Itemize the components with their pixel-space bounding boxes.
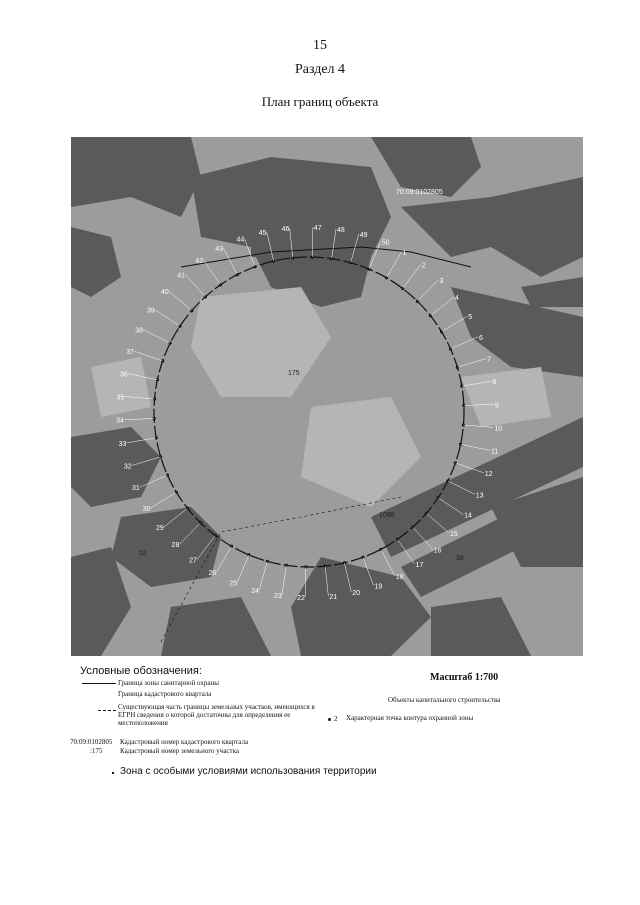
point-label-33: 33 xyxy=(118,440,127,448)
section-title: Раздел 4 xyxy=(294,62,346,77)
point-leader-23 xyxy=(282,565,286,595)
point-label-40: 40 xyxy=(160,289,169,297)
legend-existing-line xyxy=(98,710,116,711)
point-leader-40 xyxy=(169,291,192,311)
legend-quarter-text: Граница кадастрового квартала xyxy=(118,690,212,698)
point-label-29: 29 xyxy=(156,524,164,532)
point-leader-7 xyxy=(457,359,486,368)
point-leader-6 xyxy=(451,337,478,349)
point-label-13: 13 xyxy=(475,492,484,500)
point-leader-1 xyxy=(387,252,402,278)
point-label-49: 49 xyxy=(359,231,368,239)
legend-point-text: Характерная точка контура охранной зоны xyxy=(346,714,474,722)
point-label-12: 12 xyxy=(484,470,493,478)
point-label-23: 23 xyxy=(273,593,282,601)
legend-quarter-sample: 70:09:0102805 xyxy=(70,738,113,746)
boundary-point-24 xyxy=(266,560,269,563)
legend-sanitary-line xyxy=(82,683,116,684)
point-leader-43 xyxy=(223,248,237,275)
point-label-18: 18 xyxy=(395,573,404,581)
point-leader-3 xyxy=(417,280,438,301)
legend-point-dot xyxy=(328,718,331,721)
point-label-6: 6 xyxy=(479,334,483,342)
point-leader-38 xyxy=(143,330,170,343)
point-label-8: 8 xyxy=(492,379,497,387)
parcel-label-38: 38 xyxy=(456,555,464,562)
point-label-46: 46 xyxy=(281,226,290,234)
map-svg xyxy=(71,137,583,656)
point-leader-24 xyxy=(259,561,267,590)
legend-sanitary-text: Граница зоны санитарной охраны xyxy=(118,679,219,687)
point-label-30: 30 xyxy=(142,505,151,513)
legend-point-number: 2 xyxy=(334,715,338,723)
point-label-41: 41 xyxy=(177,272,186,280)
point-label-10: 10 xyxy=(494,425,503,433)
parcel-label-1088: 1088 xyxy=(379,512,395,519)
point-label-31: 31 xyxy=(131,485,140,493)
boundary-point-45 xyxy=(272,259,275,262)
legend-parcel-number-text: Кадастровый номер земельного участка xyxy=(120,747,239,755)
legend-parcel-sample: :175 xyxy=(90,747,103,755)
legend-zone-text: Зона с особыми условиями использования территории xyxy=(120,766,377,777)
parcel-label-52: 52 xyxy=(139,550,147,557)
point-label-27: 27 xyxy=(189,557,197,565)
point-leader-5 xyxy=(442,316,468,332)
point-leader-11 xyxy=(461,444,490,450)
point-label-43: 43 xyxy=(215,246,224,254)
point-label-20: 20 xyxy=(352,590,361,598)
point-label-5: 5 xyxy=(468,314,473,322)
legend-zone-symbol xyxy=(112,772,114,774)
point-label-28: 28 xyxy=(171,542,180,550)
point-leader-30 xyxy=(151,492,177,508)
point-label-26: 26 xyxy=(208,570,217,578)
point-label-42: 42 xyxy=(195,258,204,266)
legend-existing-text: Существующая часть границы земельных участков, имеющихся в ЕГРН сведения о которой достаточны для определения ее местоположения xyxy=(118,703,315,727)
point-label-22: 22 xyxy=(297,594,305,602)
point-leader-25 xyxy=(237,555,249,583)
point-label-7: 7 xyxy=(487,356,492,364)
point-label-14: 14 xyxy=(464,512,472,520)
point-leader-42 xyxy=(203,260,220,285)
scale-label: Масштаб 1:700 xyxy=(430,672,499,683)
point-label-21: 21 xyxy=(329,593,338,601)
point-label-4: 4 xyxy=(454,295,459,303)
point-leader-26 xyxy=(217,546,232,572)
point-label-19: 19 xyxy=(374,583,383,591)
point-label-16: 16 xyxy=(433,547,442,555)
legend-title: Условные обозначения: xyxy=(80,665,202,677)
point-label-15: 15 xyxy=(450,530,458,538)
point-label-36: 36 xyxy=(120,371,128,379)
point-label-17: 17 xyxy=(415,561,424,569)
point-label-38: 38 xyxy=(135,327,144,335)
point-label-50: 50 xyxy=(381,239,390,247)
point-leader-41 xyxy=(185,275,205,297)
point-label-44: 44 xyxy=(236,236,245,244)
point-label-35: 35 xyxy=(116,394,125,402)
point-label-47: 47 xyxy=(313,225,322,233)
point-label-3: 3 xyxy=(439,277,444,285)
point-leader-34 xyxy=(124,418,154,419)
point-label-24: 24 xyxy=(251,588,260,596)
boundary-point-49 xyxy=(349,261,352,264)
legend-quarter-number-text: Кадастровый номер кадастрового квартала xyxy=(120,738,249,746)
point-label-25: 25 xyxy=(229,580,238,588)
point-label-11: 11 xyxy=(490,448,499,456)
point-label-39: 39 xyxy=(146,307,155,315)
legend-capital-text: Объекты капитального строительства xyxy=(388,696,501,704)
point-label-9: 9 xyxy=(494,402,499,410)
point-label-1: 1 xyxy=(402,249,407,257)
boundary-point-19 xyxy=(361,556,364,559)
point-leader-39 xyxy=(155,310,180,327)
boundary-point-39 xyxy=(178,325,181,328)
point-label-34: 34 xyxy=(116,417,124,425)
boundary-point-30 xyxy=(175,491,178,494)
plan-title: План границ объекта xyxy=(261,94,379,109)
point-label-48: 48 xyxy=(337,226,345,234)
point-leader-4 xyxy=(430,297,454,316)
point-label-2: 2 xyxy=(421,262,426,270)
boundary-point-37 xyxy=(161,359,164,362)
point-label-45: 45 xyxy=(258,229,267,237)
point-label-37: 37 xyxy=(126,349,135,357)
parcel-label-175: 175 xyxy=(288,370,300,377)
point-label-32: 32 xyxy=(123,463,132,471)
map-image xyxy=(71,137,583,656)
quarter-label: 70:09:0102805 xyxy=(396,189,443,196)
page-number: 15 xyxy=(313,38,327,53)
point-leader-2 xyxy=(403,265,421,289)
